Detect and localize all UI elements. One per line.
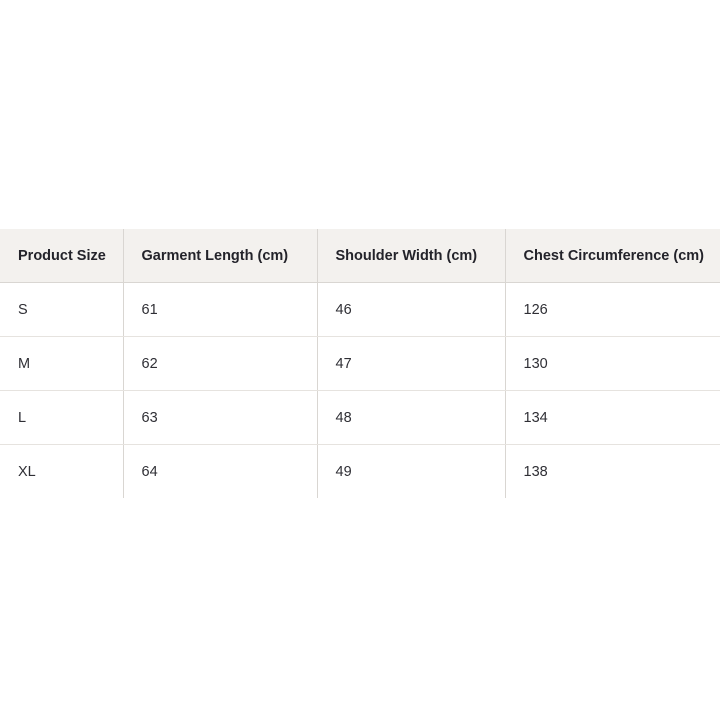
table-row — [0, 337, 720, 391]
cell-size: XL — [0, 445, 123, 499]
column-header-product-size: Product Size — [0, 229, 123, 283]
size-chart-container — [0, 229, 720, 498]
cell-size: S — [0, 283, 123, 337]
column-header-garment-length: Garment Length (cm) — [123, 229, 317, 283]
table-header — [0, 229, 720, 283]
cell-chest-circumference: 130 — [505, 337, 720, 391]
cell-chest-circumference: 126 — [505, 283, 720, 337]
table-body — [0, 283, 720, 499]
size-chart-table — [0, 229, 720, 498]
table-row — [0, 445, 720, 499]
cell-shoulder-width: 49 — [317, 445, 505, 499]
cell-chest-circumference: 134 — [505, 391, 720, 445]
cell-size: M — [0, 337, 123, 391]
cell-chest-circumference: 138 — [505, 445, 720, 499]
cell-shoulder-width: 48 — [317, 391, 505, 445]
table-row — [0, 391, 720, 445]
table-header-row — [0, 229, 720, 283]
cell-shoulder-width: 46 — [317, 283, 505, 337]
cell-garment-length: 61 — [123, 283, 317, 337]
cell-garment-length: 62 — [123, 337, 317, 391]
cell-garment-length: 64 — [123, 445, 317, 499]
cell-garment-length: 63 — [123, 391, 317, 445]
cell-shoulder-width: 47 — [317, 337, 505, 391]
column-header-shoulder-width: Shoulder Width (cm) — [317, 229, 505, 283]
cell-size: L — [0, 391, 123, 445]
table-row — [0, 283, 720, 337]
column-header-chest-circumference: Chest Circumference (cm) — [505, 229, 720, 283]
